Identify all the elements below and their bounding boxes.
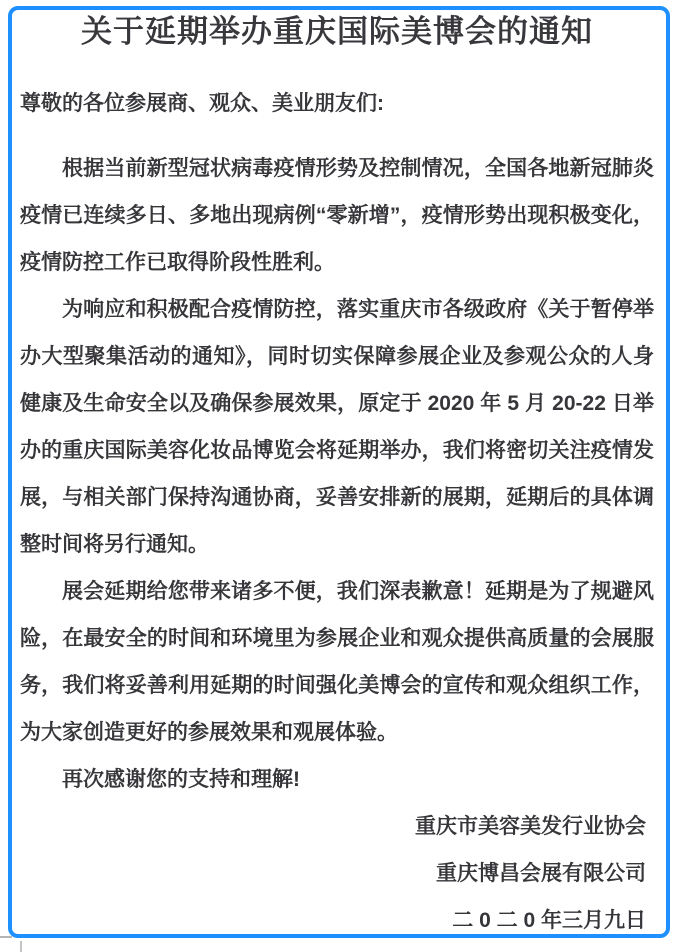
closing-thanks-line: 再次感谢您的支持和理解! [62, 768, 300, 791]
cutoff-gray-line-vertical [20, 941, 22, 952]
notice-content [14, 10, 664, 944]
signature-association: 重庆市美容美发行业协会 [415, 815, 646, 838]
body-paragraph-2: 为响应和积极配合疫情防控，落实重庆市各级政府《关于暂停举办大型聚集活动的通知》，同时切实保障参展企业及参观公众的人身健康及生命安全以及确保参展效果，原定于 2020 年 5 月 20-22 日举办的重庆国际美容化妆品博览会将延期举办，我们将密切关注疫情发展，与相关部门保持沟通协商，妥善安排新的展期，延期后的具体调整时间将另行通知。 [20, 298, 654, 556]
greeting-line: 尊敬的各位参展商、观众、美业朋友们: [20, 92, 384, 115]
body-paragraph-3: 展会延期给您带来诸多不便，我们深表歉意！延期是为了规避风险，在最安全的时间和环境里为参展企业和观众提供高质量的会展服务，我们将妥善利用延期的时间强化美博会的宣传和观众组织工作，为大家创造更好的参展效果和观展体验。 [20, 580, 654, 744]
body-paragraph-1: 根据当前新型冠状病毒疫情形势及控制情况，全国各地新冠肺炎疫情已连续多日、多地出现病例“零新增”，疫情形势出现积极变化，疫情防控工作已取得阶段性胜利。 [20, 157, 654, 274]
date-line: 二 0 二 0 年三月九日 [452, 909, 646, 932]
signature-company: 重庆博昌会展有限公司 [436, 862, 646, 885]
cutoff-gray-line-horizontal [0, 936, 12, 938]
notice-title: 关于延期举办重庆国际美博会的通知 [81, 14, 593, 49]
